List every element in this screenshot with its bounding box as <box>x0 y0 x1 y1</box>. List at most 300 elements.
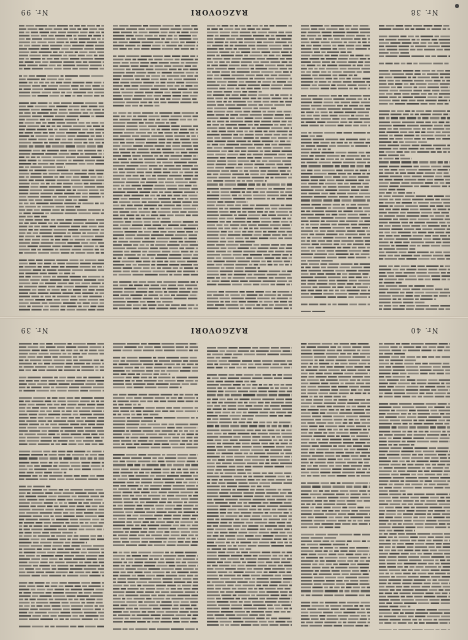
word-mark <box>80 32 87 34</box>
word-mark <box>24 605 29 607</box>
word-mark <box>291 127 292 129</box>
word-mark <box>194 165 198 167</box>
word-mark <box>254 244 260 246</box>
word-mark <box>207 284 216 286</box>
word-mark <box>214 78 222 80</box>
word-mark <box>253 191 259 193</box>
word-mark <box>190 55 195 57</box>
word-mark <box>32 283 38 285</box>
word-mark <box>65 75 78 77</box>
word-mark <box>62 605 70 607</box>
word-mark <box>235 55 243 57</box>
word-mark <box>98 153 102 155</box>
word-mark <box>159 182 164 184</box>
word-mark <box>113 528 121 530</box>
word-mark <box>322 152 335 154</box>
word-mark <box>127 122 138 124</box>
word-mark <box>207 35 214 37</box>
word-mark <box>43 269 46 271</box>
word-mark <box>353 244 364 246</box>
word-mark <box>49 562 54 564</box>
word-mark <box>388 145 400 147</box>
word-mark <box>224 98 227 100</box>
word-mark <box>66 42 69 44</box>
word-mark <box>348 118 359 120</box>
word-mark <box>158 387 168 389</box>
word-mark <box>77 209 87 211</box>
word-mark <box>432 114 442 116</box>
word-mark <box>308 32 320 34</box>
word-mark <box>61 58 69 60</box>
word-mark <box>195 267 198 269</box>
word-mark <box>164 132 172 134</box>
word-mark <box>190 294 197 296</box>
word-mark <box>25 219 33 221</box>
word-mark <box>379 215 383 217</box>
word-mark <box>232 75 245 77</box>
word-mark <box>72 236 79 238</box>
word-mark <box>185 541 191 543</box>
word-mark <box>301 105 310 107</box>
word-mark <box>395 103 405 105</box>
word-mark <box>164 437 171 439</box>
word-mark <box>240 144 252 146</box>
word-mark <box>136 132 146 134</box>
word-mark <box>431 186 441 188</box>
word-mark <box>191 544 198 546</box>
word-mark <box>384 225 390 227</box>
word-mark <box>52 522 64 524</box>
word-mark <box>214 111 225 113</box>
word-mark <box>174 38 178 40</box>
word-mark <box>103 65 104 67</box>
word-mark <box>19 612 27 614</box>
word-mark <box>51 82 55 84</box>
word-mark <box>249 65 254 67</box>
word-mark <box>31 529 42 531</box>
word-mark <box>19 462 29 464</box>
word-mark <box>137 488 141 490</box>
word-mark <box>408 36 414 38</box>
word-mark <box>83 142 87 144</box>
word-mark <box>334 199 340 201</box>
word-mark <box>357 162 366 164</box>
word-mark <box>385 209 391 211</box>
word-mark <box>342 108 352 110</box>
word-mark <box>329 283 336 285</box>
word-mark <box>113 45 124 47</box>
word-mark <box>100 302 104 304</box>
word-mark <box>406 305 414 307</box>
word-mark <box>228 234 241 236</box>
word-mark <box>183 92 192 94</box>
word-mark <box>235 25 238 27</box>
word-mark <box>301 273 309 275</box>
word-mark <box>161 195 166 197</box>
word-mark <box>55 135 66 137</box>
word-mark <box>351 186 356 188</box>
word-mark <box>379 235 385 237</box>
word-mark <box>126 28 137 30</box>
word-mark <box>359 88 366 90</box>
word-mark <box>61 252 69 254</box>
word-mark <box>349 277 355 279</box>
word-mark <box>94 95 100 97</box>
word-mark <box>93 387 104 389</box>
word-mark <box>414 96 426 98</box>
word-mark <box>129 535 136 537</box>
word-mark <box>246 81 257 83</box>
word-mark <box>38 369 45 371</box>
word-mark <box>321 42 330 44</box>
word-mark <box>71 522 78 524</box>
word-mark <box>288 121 292 123</box>
word-mark <box>113 380 124 382</box>
word-mark <box>279 144 291 146</box>
word-mark <box>166 407 172 409</box>
word-mark <box>379 87 390 89</box>
word-mark <box>78 306 82 308</box>
word-mark <box>230 121 243 123</box>
word-mark <box>442 131 450 133</box>
word-mark <box>123 528 130 530</box>
word-mark <box>32 153 44 155</box>
word-mark <box>69 25 73 27</box>
word-mark <box>151 264 155 266</box>
word-mark <box>179 241 184 243</box>
word-mark <box>155 185 165 187</box>
word-mark <box>38 535 50 537</box>
word-mark <box>301 240 305 242</box>
word-mark <box>175 552 184 554</box>
word-mark <box>240 32 251 34</box>
word-mark <box>113 447 126 449</box>
word-mark <box>165 42 170 44</box>
word-mark <box>81 25 86 27</box>
word-mark <box>301 244 310 246</box>
word-mark <box>286 104 291 106</box>
word-mark <box>168 224 179 226</box>
word-mark <box>428 225 440 227</box>
word-mark <box>181 531 190 533</box>
word-mark <box>102 35 104 37</box>
word-mark <box>185 178 191 180</box>
word-mark <box>124 98 131 100</box>
word-mark <box>80 153 83 155</box>
word-mark <box>28 259 34 261</box>
word-mark <box>339 28 344 30</box>
word-mark <box>58 269 71 271</box>
word-mark <box>127 515 131 517</box>
word-mark <box>215 35 219 37</box>
word-mark <box>163 485 171 487</box>
word-mark <box>444 161 448 163</box>
word-mark <box>19 380 25 382</box>
word-mark <box>186 82 198 84</box>
word-mark <box>97 38 101 40</box>
word-mark <box>361 155 366 157</box>
word-mark <box>367 162 370 164</box>
word-mark <box>29 55 40 57</box>
word-mark <box>207 124 211 126</box>
word-mark <box>398 279 403 281</box>
word-mark <box>219 208 223 210</box>
word-mark <box>240 280 248 282</box>
word-mark <box>127 165 139 167</box>
word-mark <box>100 353 105 355</box>
word-mark <box>33 150 40 152</box>
word-mark <box>307 162 318 164</box>
word-mark <box>196 129 198 131</box>
word-mark <box>94 92 104 94</box>
word-mark <box>226 124 237 126</box>
word-mark <box>390 176 402 178</box>
word-mark <box>41 279 48 281</box>
word-mark <box>149 291 154 293</box>
word-mark <box>233 137 242 139</box>
word-mark <box>246 257 252 259</box>
word-mark <box>82 353 87 355</box>
word-mark <box>48 414 60 416</box>
word-mark <box>136 72 146 74</box>
word-mark <box>81 366 93 368</box>
word-mark <box>101 229 104 231</box>
word-mark <box>19 95 30 97</box>
word-mark <box>356 55 364 57</box>
word-mark <box>62 239 69 241</box>
word-mark <box>58 283 68 285</box>
word-mark <box>27 410 39 412</box>
word-mark <box>265 65 276 67</box>
word-mark <box>276 257 281 259</box>
word-mark <box>113 485 119 487</box>
word-mark <box>207 150 220 152</box>
word-mark <box>35 145 45 147</box>
word-mark <box>19 156 24 158</box>
word-mark <box>169 565 175 567</box>
word-mark <box>339 78 345 80</box>
word-mark <box>361 68 370 70</box>
word-mark <box>344 105 348 107</box>
word-mark <box>320 142 329 144</box>
word-mark <box>156 241 168 243</box>
word-mark <box>164 350 175 352</box>
word-mark <box>151 257 154 259</box>
word-mark <box>223 101 226 103</box>
word-mark <box>113 165 125 167</box>
word-mark <box>49 173 60 175</box>
word-mark <box>19 176 24 178</box>
word-mark <box>191 188 198 190</box>
word-mark <box>176 427 182 429</box>
word-mark <box>157 162 161 164</box>
word-mark <box>148 568 160 570</box>
word-mark <box>258 94 268 96</box>
word-mark <box>179 248 184 250</box>
word-mark <box>121 443 124 445</box>
word-mark <box>269 277 274 279</box>
word-mark <box>178 511 182 513</box>
word-mark <box>392 195 404 197</box>
word-mark <box>339 189 350 191</box>
word-mark <box>440 305 450 307</box>
word-mark <box>142 254 145 256</box>
word-mark <box>284 261 290 263</box>
word-mark <box>246 241 255 243</box>
word-mark <box>308 95 317 97</box>
word-mark <box>100 232 104 234</box>
word-mark <box>301 155 308 157</box>
word-mark <box>402 289 410 291</box>
word-mark <box>414 186 419 188</box>
word-mark <box>19 286 23 288</box>
word-mark <box>310 88 319 90</box>
word-mark <box>54 506 59 508</box>
word-mark <box>172 198 176 200</box>
word-mark <box>113 185 120 187</box>
word-mark <box>195 535 198 537</box>
word-mark <box>411 242 424 244</box>
word-mark <box>359 220 363 222</box>
word-mark <box>134 48 140 50</box>
word-mark <box>246 308 251 310</box>
word-mark <box>181 264 192 266</box>
word-mark <box>188 457 197 459</box>
word-mark <box>96 602 103 604</box>
word-mark <box>145 122 154 124</box>
word-mark <box>155 505 164 507</box>
word-mark <box>323 35 332 37</box>
word-mark <box>301 283 306 285</box>
word-mark <box>24 522 34 524</box>
word-mark <box>155 244 166 246</box>
word-mark <box>164 92 170 94</box>
word-mark <box>195 364 198 366</box>
word-mark <box>141 79 149 81</box>
word-mark <box>232 195 237 197</box>
word-mark <box>143 228 146 230</box>
word-mark <box>70 618 80 620</box>
word-mark <box>84 562 91 564</box>
word-mark <box>140 360 153 362</box>
word-mark <box>252 177 264 179</box>
word-mark <box>369 84 370 86</box>
word-mark <box>45 283 56 285</box>
word-mark <box>30 203 35 205</box>
word-mark <box>67 189 72 191</box>
word-mark <box>159 112 172 114</box>
word-mark <box>43 132 48 134</box>
word-mark <box>238 124 246 126</box>
word-mark <box>41 183 45 185</box>
word-mark <box>96 219 104 221</box>
word-mark <box>396 282 402 284</box>
word-mark <box>135 139 146 141</box>
word-mark <box>306 45 312 47</box>
word-mark <box>196 417 198 419</box>
word-mark <box>167 464 172 466</box>
word-mark <box>151 79 159 81</box>
word-mark <box>64 475 73 477</box>
word-mark <box>46 499 56 501</box>
word-mark <box>242 98 249 100</box>
word-mark <box>162 447 171 449</box>
word-mark <box>360 58 367 60</box>
word-mark <box>31 242 39 244</box>
word-mark <box>131 38 136 40</box>
word-mark <box>93 229 100 231</box>
word-mark <box>73 289 81 291</box>
word-mark <box>75 292 81 294</box>
word-mark <box>59 129 68 131</box>
word-mark <box>422 245 430 247</box>
word-mark <box>389 166 399 168</box>
word-mark <box>301 180 309 182</box>
word-mark <box>57 552 70 554</box>
word-mark <box>19 356 26 358</box>
word-mark <box>346 270 357 272</box>
word-mark <box>412 199 423 201</box>
word-mark <box>128 48 132 50</box>
word-mark <box>240 244 252 246</box>
word-mark <box>80 457 86 459</box>
word-mark <box>50 602 61 604</box>
word-mark <box>87 451 91 453</box>
word-mark <box>113 555 125 557</box>
word-mark <box>175 59 180 61</box>
word-mark <box>428 46 440 48</box>
word-mark <box>133 407 144 409</box>
word-mark <box>435 289 443 291</box>
word-mark <box>101 85 104 87</box>
word-mark <box>351 115 354 117</box>
word-mark <box>67 535 72 537</box>
word-mark <box>81 387 92 389</box>
word-mark <box>250 254 262 256</box>
word-mark <box>29 82 33 84</box>
word-mark <box>283 254 289 256</box>
word-mark <box>65 542 70 544</box>
word-mark <box>301 204 310 206</box>
word-mark <box>155 122 164 124</box>
word-mark <box>301 165 307 167</box>
word-mark <box>19 565 32 567</box>
word-mark <box>253 35 264 37</box>
word-mark <box>207 137 213 139</box>
word-mark <box>343 95 348 97</box>
word-mark <box>113 75 122 77</box>
bottom-page-number-left: Nr. 39 <box>20 326 49 334</box>
word-mark <box>334 78 338 80</box>
word-mark <box>86 363 90 365</box>
word-mark <box>120 88 124 90</box>
word-mark <box>148 304 157 306</box>
word-mark <box>149 528 156 530</box>
word-mark <box>66 35 72 37</box>
word-mark <box>90 535 96 537</box>
word-mark <box>255 208 264 210</box>
word-mark <box>84 612 97 614</box>
word-mark <box>196 397 198 399</box>
word-mark <box>417 245 420 247</box>
word-mark <box>97 186 104 188</box>
word-mark <box>85 85 91 87</box>
word-mark <box>180 437 185 439</box>
word-mark <box>93 525 103 527</box>
word-mark <box>88 353 98 355</box>
word-mark <box>207 55 215 57</box>
word-mark <box>162 149 171 151</box>
